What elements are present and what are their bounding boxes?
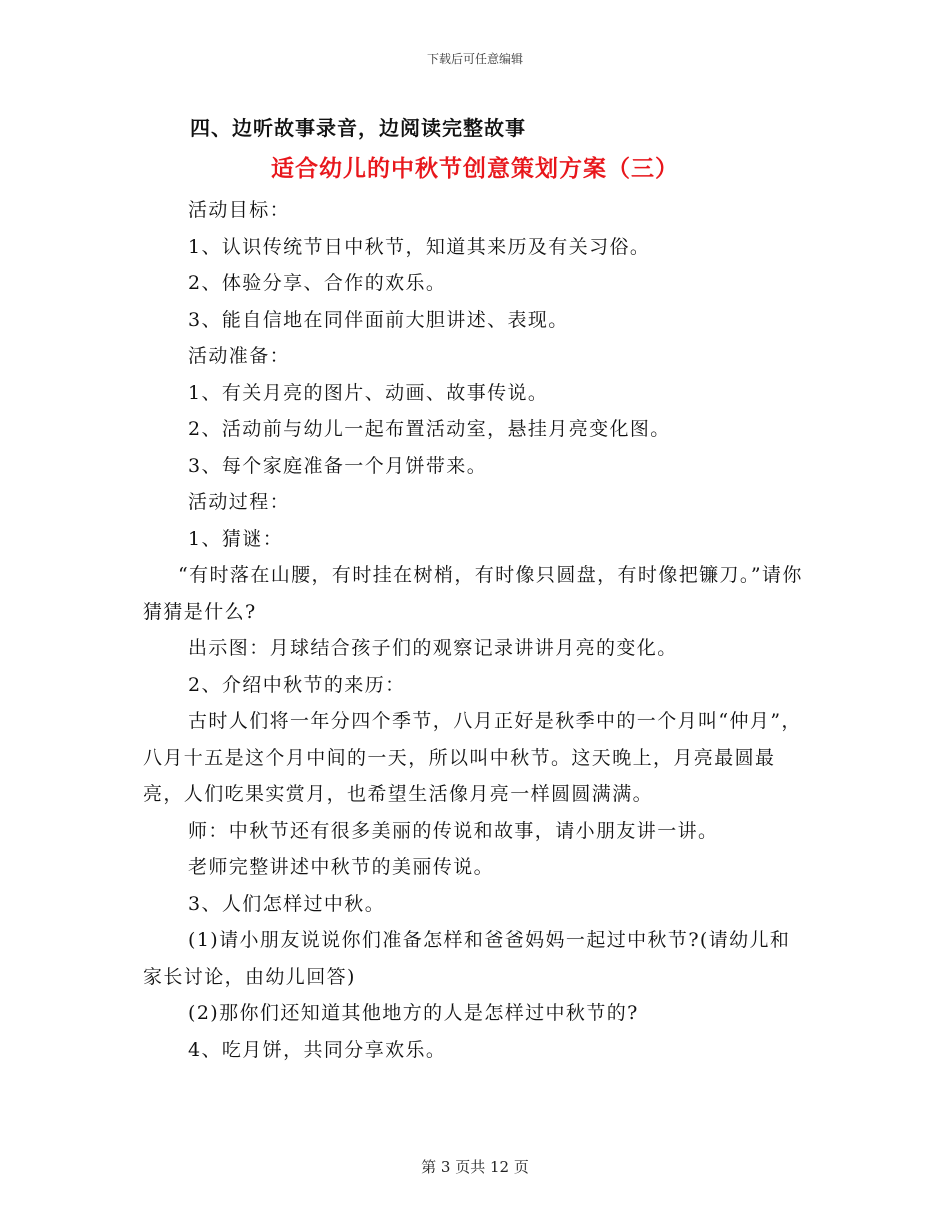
paragraph-teacher-story: 老师完整讲述中秋节的美丽传说。 <box>188 856 495 878</box>
paragraph-step-3: 3、人们怎样过中秋。 <box>188 892 386 915</box>
page-footer: 第 3 页共 12 页 <box>421 1158 529 1176</box>
paragraph-goals-heading: 活动目标： <box>188 199 291 221</box>
paragraph-process-heading: 活动过程： <box>188 491 291 513</box>
paragraph-prep-2: 2、活动前与幼儿一起布置活动室，悬挂月亮变化图。 <box>188 418 671 440</box>
paragraph-riddle: “有时落在山腰，有时挂在树梢，有时像只圆盘，有时像把镰刀。”请你猜猜是什么? <box>143 564 803 623</box>
paragraph-step-2: 2、介绍中秋节的来历： <box>188 673 406 696</box>
paragraph-goal-3: 3、能自信地在同伴面前大胆讲述、表现。 <box>188 308 569 331</box>
paragraph-sub-1: (1)请小朋友说说你们准备怎样和爸爸妈妈一起过中秋节?(请幼儿和家长讨论，由幼儿回答) <box>143 929 791 988</box>
page-header: 下载后可任意编辑 <box>426 52 523 66</box>
paragraph-goal-1: 1、认识传统节日中秋节，知道其来历及有关习俗。 <box>188 235 651 258</box>
section-heading: 四、边听故事录音，边阅读完整故事 <box>190 116 526 140</box>
paragraph-origin: 古时人们将一年分四个季节，八月正好是秋季中的一个月叫“仲月”，八月十五是这个月中间的一天，所以叫中秋节。这天晚上，月亮最圆最亮，人们吃果实赏月，也希望生活像月亮一样圆圆满满。 <box>143 710 802 805</box>
paragraph-goal-2: 2、体验分享、合作的欢乐。 <box>188 272 447 294</box>
document-body <box>143 192 809 1068</box>
paragraph-teacher-prompt: 师：中秋节还有很多美丽的传说和故事，请小朋友讲一讲。 <box>188 819 719 842</box>
paragraph-prep-3: 3、每个家庭准备一个月饼带来。 <box>188 454 488 477</box>
paragraph-prep-1: 1、有关月亮的图片、动画、故事传说。 <box>188 381 549 404</box>
paragraph-step-4: 4、吃月饼，共同分享欢乐。 <box>188 1038 447 1061</box>
paragraph-show-picture: 出示图：月球结合孩子们的观察记录讲讲月亮的变化。 <box>188 637 678 659</box>
paragraph-step-1: 1、猜谜： <box>188 527 284 550</box>
paragraph-prep-heading: 活动准备： <box>188 345 291 367</box>
document-title: 适合幼儿的中秋节创意策划方案（三） <box>271 155 679 182</box>
paragraph-sub-2: (2)那你们还知道其他地方的人是怎样过中秋节的? <box>188 1002 639 1024</box>
